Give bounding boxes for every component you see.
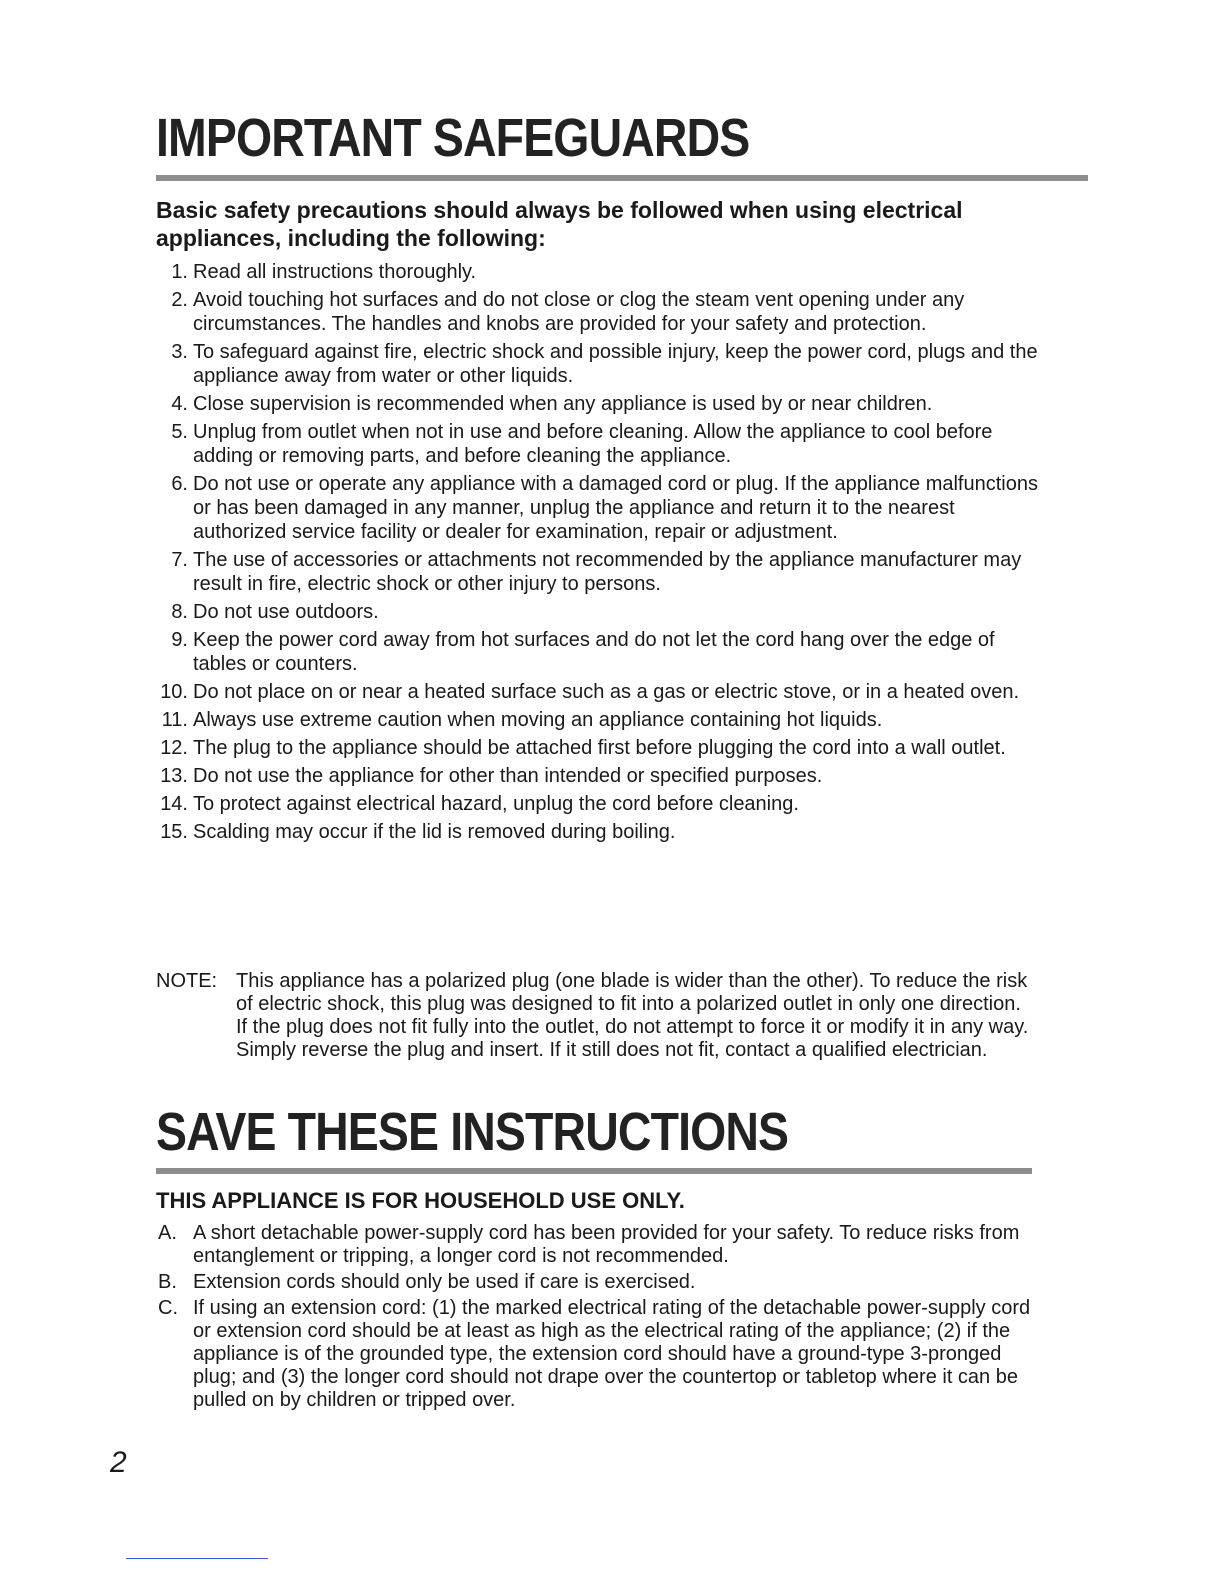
item-text: Extension cords should only be used if care is exercised. bbox=[193, 1271, 696, 1293]
list-item bbox=[0, 1271, 1038, 1294]
list-item bbox=[0, 392, 1038, 416]
item-number: 13. bbox=[160, 765, 188, 787]
item-letter: B. bbox=[158, 1271, 177, 1293]
item-text: Do not use outdoors. bbox=[193, 601, 379, 623]
item-text: Do not place on or near a heated surface such as a gas or electric stove, or in a heated oven. bbox=[193, 681, 1020, 703]
page-title: IMPORTANT SAFEGUARDS bbox=[156, 108, 750, 168]
list-item bbox=[0, 628, 1038, 676]
list-item bbox=[0, 680, 1038, 704]
household-use-heading: THIS APPLIANCE IS FOR HOUSEHOLD USE ONLY. bbox=[156, 1188, 685, 1213]
polarized-plug-note bbox=[156, 970, 1036, 1062]
list-item bbox=[0, 1222, 1038, 1268]
item-text: Do not use the appliance for other than intended or specified purposes. bbox=[193, 765, 823, 787]
item-letter: A. bbox=[158, 1222, 177, 1244]
save-divider bbox=[156, 1168, 1032, 1174]
item-text: Avoid touching hot surfaces and do not close or clog the steam vent opening under any circumstances. The handles and knobs are provided for your safety and protection. bbox=[193, 289, 965, 335]
list-item bbox=[0, 764, 1038, 788]
list-item bbox=[0, 472, 1038, 544]
list-item bbox=[0, 260, 1038, 284]
item-text: The plug to the appliance should be attached first before plugging the cord into a wall outlet. bbox=[193, 737, 1006, 759]
list-item bbox=[0, 340, 1038, 388]
item-text: Keep the power cord away from hot surfaces and do not let the cord hang over the edge of tables or counters. bbox=[193, 629, 995, 675]
list-item bbox=[0, 736, 1038, 760]
item-number: 12. bbox=[160, 737, 188, 759]
list-item bbox=[0, 548, 1038, 596]
item-text: Always use extreme caution when moving an appliance containing hot liquids. bbox=[193, 709, 883, 731]
item-number: 4. bbox=[171, 393, 188, 415]
item-number: 7. bbox=[171, 549, 188, 571]
item-number: 14. bbox=[160, 793, 188, 815]
item-text: Do not use or operate any appliance with a damaged cord or plug. If the appliance malfunctions or has been damaged in any manner, unplug the appliance and return it to the nearest authorized service facility or dealer for examination, repair or adjustment. bbox=[193, 473, 1038, 543]
list-item bbox=[0, 420, 1038, 468]
item-text: To protect against electrical hazard, unplug the cord before cleaning. bbox=[193, 793, 799, 815]
item-number: 6. bbox=[171, 473, 188, 495]
item-text: The use of accessories or attachments not recommended by the appliance manufacturer may result in fire, electric shock or other injury to persons. bbox=[193, 549, 1022, 595]
item-text: If using an extension cord: (1) the marked electrical rating of the detachable power-supply cord or extension cord should be at least as high as the electrical rating of the appliance; (2) if the appliance is of the grounded type, the extension cord should have a ground-type 3-pronged plug; and (3) the longer cord should not drape over the countertop or tabletop where it can be pulled on by children or tripped over. bbox=[193, 1297, 1031, 1411]
item-text: Scalding may occur if the lid is removed during boiling. bbox=[193, 821, 676, 843]
item-text: A short detachable power-supply cord has been provided for your safety. To reduce risks from entanglement or tripping, a longer cord is not recommended. bbox=[193, 1222, 1020, 1267]
note-text: This appliance has a polarized plug (one blade is wider than the other). To reduce the risk of electric shock, this plug was designed to fit into a polarized outlet in only one direction. If the plug does not fit fully into the outlet, do not attempt to force it or modify it in any way. Simply reverse the plug and insert. If it still does not fit, contact a qualified electrician. bbox=[236, 970, 1029, 1061]
list-item bbox=[0, 288, 1038, 336]
safeguards-list bbox=[0, 260, 1038, 848]
cord-list bbox=[0, 1222, 1038, 1415]
intro-heading: Basic safety precautions should always be followed when using electrical appliances, including the following: bbox=[156, 197, 963, 251]
title-divider bbox=[156, 175, 1088, 181]
list-item bbox=[0, 792, 1038, 816]
item-letter: C. bbox=[158, 1297, 178, 1319]
list-item bbox=[0, 1297, 1038, 1412]
item-text: Unplug from outlet when not in use and before cleaning. Allow the appliance to cool before adding or removing parts, and before cleaning the appliance. bbox=[193, 421, 993, 467]
item-number: 15. bbox=[160, 821, 188, 843]
list-item bbox=[0, 708, 1038, 732]
note-label: NOTE: bbox=[156, 970, 218, 992]
page-number: 2 bbox=[110, 1446, 127, 1479]
item-text: Read all instructions thoroughly. bbox=[193, 261, 477, 283]
footer-line bbox=[126, 1558, 268, 1559]
item-text: To safeguard against fire, electric shock and possible injury, keep the power cord, plugs and the appliance away from water or other liquids. bbox=[193, 341, 1038, 387]
item-number: 10. bbox=[160, 681, 188, 703]
item-number: 11. bbox=[161, 709, 188, 731]
save-instructions-title: SAVE THESE INSTRUCTIONS bbox=[156, 1102, 789, 1162]
list-item bbox=[0, 600, 1038, 624]
item-number: 5. bbox=[171, 421, 188, 443]
item-number: 1. bbox=[171, 261, 188, 283]
item-text: Close supervision is recommended when any appliance is used by or near children. bbox=[193, 393, 933, 415]
item-number: 9. bbox=[171, 629, 188, 651]
item-number: 8. bbox=[171, 601, 188, 623]
list-item bbox=[0, 820, 1038, 844]
item-number: 2. bbox=[171, 289, 188, 311]
item-number: 3. bbox=[171, 341, 188, 363]
